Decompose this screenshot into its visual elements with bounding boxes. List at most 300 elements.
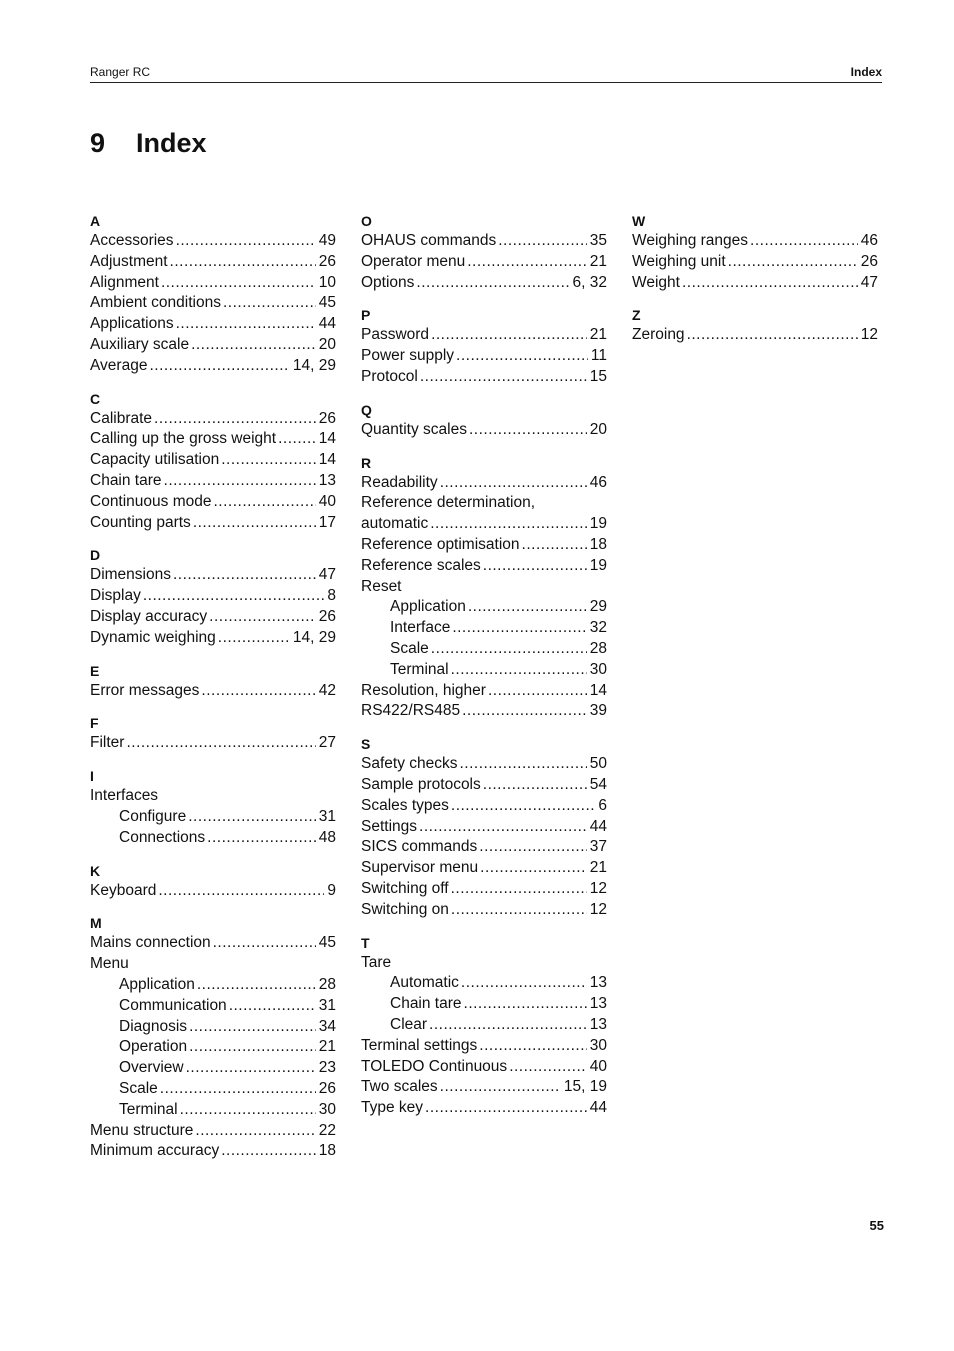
dot-leader [278, 429, 316, 450]
dot-leader [440, 1077, 561, 1098]
header-section-title: Index [850, 65, 882, 79]
index-entry [361, 493, 607, 514]
entry-pages: 21 [318, 1038, 336, 1056]
section-letter: P [361, 307, 371, 324]
entry-term: Power supply [361, 347, 455, 365]
entry-term: Interface [390, 619, 451, 637]
index-entry [90, 1079, 336, 1100]
index-entry [90, 607, 336, 628]
entry-pages: 26 [318, 252, 336, 270]
entry-term: Resolution, higher [361, 681, 486, 699]
entry-term: Reset [361, 577, 402, 595]
index-section-m [90, 914, 336, 1162]
entry-pages: 19 [589, 515, 607, 533]
entry-pages: 20 [589, 420, 607, 438]
entry-term: Display accuracy [90, 607, 208, 625]
entry-term: Applications [90, 315, 174, 333]
index-entry [361, 1077, 607, 1098]
index-section-a [90, 212, 336, 377]
index-entry [90, 586, 336, 607]
section-letter: Q [361, 401, 372, 418]
dot-leader [193, 513, 316, 534]
entry-term: Capacity utilisation [90, 451, 220, 469]
dot-leader [189, 1017, 316, 1038]
entry-term: SICS commands [361, 838, 478, 856]
header-doc-title: Ranger RC [90, 65, 151, 79]
entry-term: Reference scales [361, 556, 481, 574]
dot-leader [221, 450, 316, 471]
entry-pages: 13 [589, 995, 607, 1013]
index-section-f [90, 714, 336, 754]
dot-leader [160, 1079, 316, 1100]
index-entry [361, 618, 607, 639]
dot-leader [425, 1098, 587, 1119]
section-letter: O [361, 213, 372, 229]
dot-leader [488, 681, 587, 702]
entry-term: Menu structure [90, 1121, 194, 1139]
entry-term: Readability [361, 473, 438, 491]
entry-pages: 14, 29 [292, 356, 336, 374]
entry-term: Two scales [361, 1078, 438, 1096]
entry-term: Scale [390, 639, 429, 657]
entry-term: Filter [90, 734, 125, 752]
dot-leader [186, 1058, 316, 1079]
entry-pages: 23 [318, 1059, 336, 1077]
entry-pages: 30 [589, 1036, 607, 1054]
entry-pages: 13 [589, 974, 607, 992]
section-letter: K [90, 862, 101, 879]
entry-pages: 11 [590, 347, 607, 365]
entry-pages: 15, 19 [563, 1078, 607, 1096]
entry-term: Calibrate [90, 409, 153, 427]
entry-pages: 13 [589, 1015, 607, 1033]
entry-term: Sample protocols [361, 775, 481, 793]
entry-pages: 50 [589, 755, 607, 773]
entry-pages: 54 [589, 775, 607, 793]
index-entry [90, 996, 336, 1017]
section-letter: Z [632, 307, 641, 324]
index-entry [90, 807, 336, 828]
entry-term: Chain tare [90, 471, 162, 489]
dot-leader [176, 314, 316, 335]
index-section-e [90, 662, 336, 702]
dot-leader [479, 837, 586, 858]
index-entry [361, 681, 607, 702]
entry-term: Operator menu [361, 252, 466, 270]
entry-pages: 6, 32 [572, 273, 607, 291]
index-entry [361, 577, 607, 598]
index-entry [361, 252, 607, 273]
entry-term: Reference optimisation [361, 535, 520, 553]
index-entry [90, 335, 336, 356]
index-entry [361, 1036, 607, 1057]
index-entry [90, 733, 336, 754]
index-entry [90, 975, 336, 996]
dot-leader [213, 933, 316, 954]
entry-pages: 44 [318, 315, 336, 333]
entry-pages: 45 [318, 294, 336, 312]
entry-pages: 14 [589, 681, 607, 699]
dot-leader [498, 231, 587, 252]
entry-pages: 48 [318, 828, 336, 846]
entry-term: Supervisor menu [361, 859, 479, 877]
entry-pages: 6 [598, 796, 607, 814]
entry-term: Reference determination, [361, 494, 536, 512]
entry-term: Type key [361, 1099, 424, 1117]
entry-pages: 31 [318, 996, 336, 1014]
entry-term: Application [390, 598, 466, 616]
entry-pages: 46 [860, 232, 878, 249]
index-entry [90, 1017, 336, 1038]
index-entry [90, 356, 336, 377]
dot-leader [451, 796, 595, 817]
index-column-2 [361, 212, 607, 1132]
index-entry [632, 325, 878, 346]
entry-pages: 21 [589, 326, 607, 344]
dot-leader [229, 996, 316, 1017]
index-entry [361, 1015, 607, 1036]
dot-leader [158, 881, 324, 902]
entry-term: Chain tare [390, 995, 462, 1013]
index-entry [90, 450, 336, 471]
entry-pages: 21 [589, 859, 607, 877]
entry-pages: 42 [318, 681, 336, 699]
index-entry [90, 293, 336, 314]
entry-pages: 29 [589, 598, 607, 616]
dot-leader [214, 492, 316, 513]
dot-leader [464, 994, 587, 1015]
chapter-number: 9 [90, 128, 106, 158]
dot-leader [126, 733, 315, 754]
index-entry [90, 273, 336, 294]
index-entry [361, 273, 607, 294]
index-column-1 [90, 212, 336, 1175]
index-entry [361, 817, 607, 838]
index-entry [632, 273, 878, 294]
entry-pages: 32 [589, 619, 607, 637]
index-entry [361, 754, 607, 775]
dot-leader [223, 293, 316, 314]
index-entry [361, 639, 607, 660]
index-section-c [90, 390, 336, 534]
entry-term: Calling up the gross weight [90, 430, 277, 448]
entry-term: Switching off [361, 879, 449, 897]
dot-leader [164, 471, 316, 492]
entry-pages: 26 [318, 607, 336, 625]
dot-leader [154, 409, 316, 430]
dot-leader [469, 420, 587, 441]
dot-leader [416, 273, 569, 294]
dot-leader [180, 1100, 316, 1121]
section-letter: E [90, 662, 100, 679]
entry-pages: 8 [327, 587, 336, 605]
chapter-heading [90, 128, 207, 159]
entry-term: Keyboard [90, 881, 157, 899]
index-entry [361, 597, 607, 618]
entry-pages: 26 [318, 1079, 336, 1097]
dot-leader [176, 231, 316, 252]
entry-term: Scale [119, 1079, 158, 1097]
entry-term: Quantity scales [361, 420, 467, 438]
index-entry [361, 1098, 607, 1119]
entry-pages: 10 [318, 273, 336, 291]
index-entry [632, 231, 878, 252]
section-letter: R [361, 454, 372, 471]
dot-leader [207, 828, 316, 849]
dot-leader [509, 1057, 587, 1078]
dot-leader [461, 973, 587, 994]
entry-pages: 12 [589, 879, 607, 897]
entry-term: Terminal settings [361, 1036, 478, 1054]
entry-pages: 17 [318, 513, 336, 531]
section-letter: T [361, 934, 370, 951]
section-letter: I [90, 768, 94, 785]
entry-term: Switching on [361, 900, 449, 918]
entry-term: RS422/RS485 [361, 702, 461, 720]
entry-pages: 44 [589, 1099, 607, 1117]
entry-pages: 14 [318, 451, 336, 469]
entry-pages: 12 [589, 900, 607, 918]
index-entry [361, 535, 607, 556]
entry-pages: 40 [589, 1057, 607, 1075]
section-letter: W [632, 213, 646, 229]
index-entry [90, 628, 336, 649]
index-entry [90, 1100, 336, 1121]
dot-leader [687, 325, 858, 346]
dot-leader [483, 556, 587, 577]
entry-term: Application [119, 975, 195, 993]
entry-pages: 44 [589, 817, 607, 835]
index-entry [90, 828, 336, 849]
index-section-i [90, 767, 336, 848]
dot-leader [218, 628, 290, 649]
entry-pages: 45 [318, 934, 336, 952]
dot-leader [467, 252, 587, 273]
entry-pages: 15 [589, 367, 607, 385]
entry-term: Error messages [90, 681, 200, 699]
entry-term: Counting parts [90, 513, 191, 531]
entry-pages: 26 [860, 252, 878, 270]
index-entry [361, 701, 607, 722]
section-letter: S [361, 736, 371, 753]
entry-pages: 46 [589, 473, 607, 491]
entry-term: Terminal [119, 1100, 178, 1118]
entry-term: Auxiliary scale [90, 335, 190, 353]
entry-term: OHAUS commands [361, 232, 497, 249]
index-entry [361, 953, 607, 974]
entry-pages: 19 [589, 556, 607, 574]
dot-leader [221, 1141, 316, 1162]
index-entry [90, 1141, 336, 1162]
entry-term: Communication [119, 996, 227, 1014]
index-entry [361, 325, 607, 346]
index-entry [90, 881, 336, 902]
entry-term: Overview [119, 1059, 184, 1077]
entry-term: Protocol [361, 367, 418, 385]
entry-pages: 30 [318, 1100, 336, 1118]
dot-leader [750, 231, 858, 252]
entry-pages: 39 [589, 702, 607, 720]
entry-term: Settings [361, 817, 418, 835]
index-entry [361, 973, 607, 994]
entry-term: Minimum accuracy [90, 1142, 220, 1160]
dot-leader [429, 1015, 587, 1036]
dot-leader [480, 858, 587, 879]
entry-term: Menu [90, 955, 129, 973]
entry-pages: 18 [318, 1142, 336, 1160]
index-entry [90, 429, 336, 450]
entry-pages: 28 [589, 639, 607, 657]
index-entry [90, 786, 336, 807]
entry-term: TOLEDO Continuous [361, 1057, 508, 1075]
dot-leader [451, 879, 587, 900]
dot-leader [191, 335, 316, 356]
dot-leader [419, 817, 587, 838]
index-section-t [361, 934, 607, 1119]
index-entry [90, 252, 336, 273]
dot-leader [149, 356, 289, 377]
dot-leader [452, 618, 586, 639]
entry-term: Zeroing [632, 326, 685, 344]
entry-pages: 22 [318, 1121, 336, 1139]
entry-term: Accessories [90, 232, 174, 249]
running-header [90, 64, 882, 83]
entry-pages: 47 [860, 273, 878, 291]
dot-leader [420, 367, 587, 388]
index-entry [361, 346, 607, 367]
index-entry [90, 409, 336, 430]
entry-term: Options [361, 273, 415, 291]
index-entry [90, 513, 336, 534]
chapter-title: Index [136, 128, 207, 158]
entry-pages: 49 [318, 232, 336, 249]
entry-term: Display [90, 587, 141, 605]
entry-pages: 47 [318, 566, 336, 584]
section-letter: C [90, 390, 101, 407]
dot-leader [451, 900, 587, 921]
index-entry [361, 231, 607, 252]
entry-pages: 34 [318, 1017, 336, 1035]
dot-leader [195, 1121, 315, 1142]
index-entry [90, 1058, 336, 1079]
dot-leader [188, 807, 316, 828]
entry-term: Adjustment [90, 252, 168, 270]
entry-term: Mains connection [90, 934, 211, 952]
section-letter: D [90, 547, 101, 564]
index-section-q [361, 401, 607, 441]
entry-pages: 20 [318, 335, 336, 353]
entry-pages: 12 [860, 326, 878, 344]
entry-term: Automatic [390, 974, 459, 992]
entry-pages: 27 [318, 734, 336, 752]
index-entry [361, 367, 607, 388]
index-entry [90, 933, 336, 954]
index-section-o [361, 212, 607, 293]
index-section-k [90, 862, 336, 902]
index-entry [90, 954, 336, 975]
entry-pages: 30 [589, 660, 607, 678]
dot-leader [173, 565, 316, 586]
index-section-w [632, 212, 878, 293]
dot-leader [189, 1037, 316, 1058]
index-entry [361, 900, 607, 921]
index-entry [361, 660, 607, 681]
entry-term: Scales types [361, 796, 449, 814]
entry-term: Connections [119, 828, 206, 846]
section-letter: M [90, 915, 102, 932]
entry-term: Tare [361, 953, 392, 971]
entry-term: Safety checks [361, 755, 458, 773]
index-section-z [632, 306, 878, 346]
index-entry [361, 556, 607, 577]
index-entry [90, 231, 336, 252]
entry-term: Weight [632, 273, 680, 291]
index-entry [90, 1037, 336, 1058]
entry-term: Terminal [390, 660, 449, 678]
index-section-p [361, 306, 607, 387]
dot-leader [451, 660, 587, 681]
entry-term: Interfaces [90, 787, 159, 805]
dot-leader [430, 514, 587, 535]
index-entry [361, 420, 607, 441]
dot-leader [483, 775, 587, 796]
page-number: 55 [869, 1218, 884, 1233]
entry-pages: 9 [327, 881, 336, 899]
entry-term: Operation [119, 1038, 188, 1056]
index-entry [361, 473, 607, 494]
entry-term: Continuous mode [90, 492, 212, 510]
index-entry [90, 1121, 336, 1142]
entry-pages: 37 [589, 838, 607, 856]
dot-leader [161, 273, 316, 294]
dot-leader [431, 639, 587, 660]
entry-pages: 14 [318, 430, 336, 448]
entry-term: automatic [361, 515, 429, 533]
index-entry [361, 879, 607, 900]
entry-pages: 13 [318, 471, 336, 489]
dot-leader [462, 701, 587, 722]
index-entry [90, 681, 336, 702]
entry-pages: 18 [589, 535, 607, 553]
index-column-3 [632, 212, 878, 359]
entry-pages: 31 [318, 807, 336, 825]
index-entry [90, 314, 336, 335]
index-entry [90, 492, 336, 513]
index-section-s [361, 735, 607, 920]
entry-pages: 35 [589, 232, 607, 249]
index-entry [361, 775, 607, 796]
entry-term: Average [90, 356, 148, 374]
dot-leader [197, 975, 316, 996]
entry-term: Dynamic weighing [90, 628, 216, 646]
dot-leader [460, 754, 587, 775]
index-entry [361, 858, 607, 879]
entry-term: Weighing unit [632, 252, 726, 270]
entry-term: Password [361, 326, 430, 344]
entry-pages: 14, 29 [292, 628, 336, 646]
dot-leader [728, 252, 858, 273]
entry-term: Configure [119, 807, 187, 825]
entry-term: Clear [390, 1015, 428, 1033]
index-entry [361, 796, 607, 817]
index-entry [632, 252, 878, 273]
index-entry [361, 514, 607, 535]
entry-pages: 26 [318, 409, 336, 427]
dot-leader [170, 252, 316, 273]
section-letter: A [90, 213, 101, 229]
entry-pages: 28 [318, 975, 336, 993]
entry-pages: 21 [589, 252, 607, 270]
